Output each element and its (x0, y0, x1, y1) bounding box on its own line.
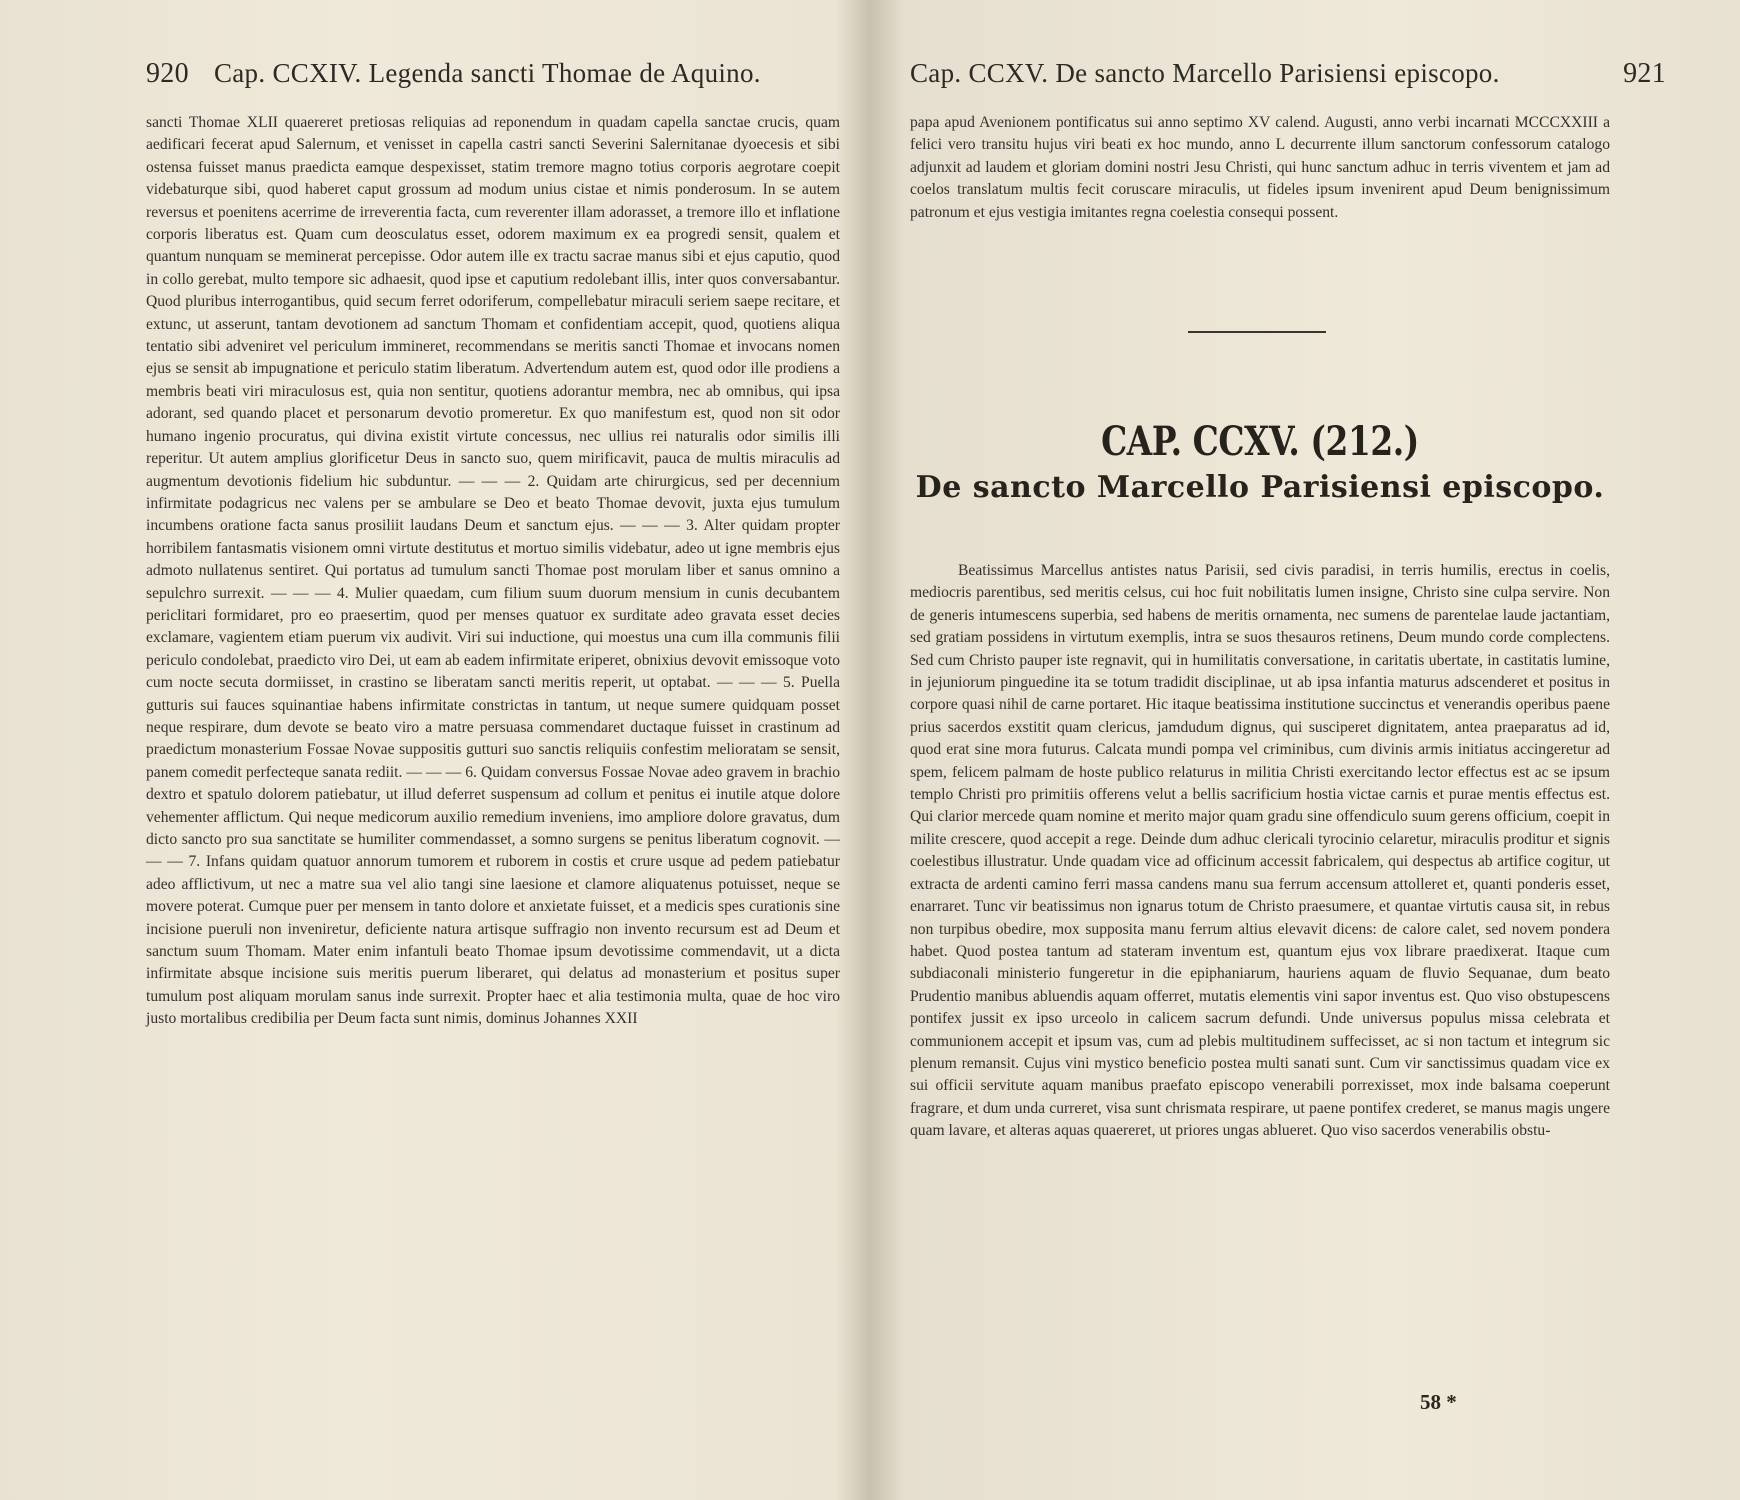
right-page-continuation-text: papa apud Avenionem pontificatus sui anno septimo XV calend. Augusti, anno verbi incarnati MCCCXXIII a felici vero transitu hujus viri beati ex hoc mundo, anno L decurrente illum sanctorum confessorum catalogo adjunxit ad laudem et gloriam domini nostri Jesu Christi, qui hunc sanctum adhuc in terris viventem et jam ad coelos translatum multis fecit coruscare miraculis, ut fideles ipsum invenirent apud Deum benignissimum patronum et ejus vestigia imitantes regna coelestia consequi possent. (910, 114, 1610, 221)
running-head-title-left: Cap. CCXIV. Legenda sancti Thomae de Aquino. (213, 58, 761, 88)
signature-mark: 58 * (1420, 1390, 1457, 1414)
chapter-subheading: De sancto Marcello Parisiensi episcopo. (915, 470, 1605, 505)
page-number-left: 920 (146, 58, 189, 89)
running-head-left (146, 58, 806, 90)
left-page (0, 0, 860, 1500)
right-page-body-text: Beatissimus Marcellus antistes natus Parisii, sed civis paradisi, in terris humilis, erectus in coelis, mediocris parentibus, sed meritis celsus, cui hoc fuit nobilitatis lumen insigne, Christo sine culpa servire. Non de generis intumescens superbia, sed habens de meritis ornamenta, nec sumens de parentelae laude jactantiam, sed gratiam possidens in virtutum exemplis, intra se suos thesauros retinens, Deum mundo corde complectens. Sed cum Christo pauper iste regnavit, qui in humilitatis conversatione, in caritatis ubertate, in castitatis lumine, in jejuniorum pinguedine ita se totum tradidit disciplinae, ut ab ipsa infantia maturus adscenderet et positus in corpore quasi nihil de carne portaret. Hic itaque beatissima institutione succinctus et venerandis operibus paene prius sacerdos exstitit quam clericus, jamdudum dignus, qui susciperet dignitatem, antea praeparatus ad id, quod erat sine mora futurus. Calcata mundi pompa vel criminibus, cum divinis armis initiatus accingeretur ad spem, felicem palmam de hoste publico relaturus in militia Christi exercitando lector effectus est ac se ipsum templo Christi pro primitiis offerens velut a bellis sacrificium hostia victae carnis et purae mentis effectus est. Qui clarior mercede quam nomine et merito major quam gradu sine offendiculo suum gerens officium, coepit in milite crescere, quod accepit a rege. Deinde dum adhuc clericali tyrocinio celaretur, miraculis proditur et signis coelestibus illustratur. Unde quadam vice ad officinum accessit fabricalem, qui despectus ab artifice cogitur, ut extracta de ardenti camino ferri massa candens manu sua ferrum accensum attolleret et, quanti ponderis esset, enarraret. Tunc vir beatissimus non ignarus totum de Christo praesumere, et quantae virtutis causa sit, in rebus non turpibus obedire, mox supposita manu ferrum altius elevavit dicens: de calore calet, sed novem pondera habet. Quod postea tantum ad stateram inventum est, quantum ejus vox librare praedixerat. Itaque cum subdiaconali ministerio fungeretur in die epiphaniarum, hauriens aquam de fluvio Sequanae, dum beato Prudentio manibus abluendis aquam offerret, mutatis elementis vini sapor inventus est. Quo viso obstupescens pontifex jussit ex ipso urceolo in calicem sacrum defundi. Unde universus populus missa celebrata et communionem accepit et ipsum vas, cum ad plebis multitudinem suffecisset, ac si non tactum et integrum sic plenum remansit. Cujus vini mystico beneficio postea multi sanati sunt. Cum vir sanctissimus quadam vice ex sui officii servitute aquam manibus praefato episcopo venerabili porrexisset, mox inde balsama coeperunt fragrare, et dum unda curreret, visa sunt chrismata respirare, ut paene pontifex crederet, se manus magis ungere quam lavare, et alteras aquas quaereret, ut priores ungas ablueret. Quo viso sacerdos venerabilis obstu- (910, 562, 1610, 1140)
running-head-right (910, 58, 1666, 89)
chapter-heading: CAP. CCXV. (212.) (1101, 418, 1419, 465)
running-head-title-right: Cap. CCXV. De sancto Marcello Parisiensi episcopo. (910, 58, 1500, 88)
section-divider-rule (1188, 331, 1326, 333)
right-page (880, 0, 1740, 1500)
left-page-body-text: sancti Thomae XLII quaereret pretiosas reliquias ad reponendum in quadam capella sanctae crucis, quam aedificari fecerat apud Salernum, et venisset in capella castri sancti Severini Salernitanae dyoecesis et sibi ostensa fuisset manus praedicta eamque despexisset, statim tremore magno totius corporis aegrotare coepit videbaturque sibi, quod haberet caput grossum ad modum unius cistae et nimis ponderosum. In se autem reversus et poenitens acerrime de irreverentia facta, cum reverenter illam adorasset, a tremore illo et inflatione corporis liberatus est. Quam cum deosculatus esset, odorem maximum ex ea progredi sensit, qualem et quantum nunquam se meminerat percepisse. Odor autem ille ex tractu sacrae manus sibi et ejus caputio, quod in collo gerebat, multo tempore sic adhaesit, quod ipse et caputium redolebant illis, inter quos conversabantur. Quod pluribus interrogantibus, quid secum ferret odoriferum, compellebatur miraculi seriem saepe recitare, et extunc, ut asserunt, tantam devotionem ad sanctum Thomam et confidentiam accepit, quod, quotiens aliqua tentatio sibi adveniret vel periculum immineret, recommendans se meritis sancti Thomae et invocans nomen ejus se sensit ab impugnatione et periculo statim liberatum. Advertendum autem est, quod odor ille prodiens a membris beati viri miraculosus est, quia non sentitur, quotiens adorantur membra, nec ab omnibus, qui ipsa adorant, sed quando placet et personarum devotio promeretur. Ex quo manifestum est, quod non sit odor humano ingenio procuratus, qui divina existit virtute concessus, nec ullius rei naturalis odor similis illi reperitur. Ut autem amplius glorificetur Deus in sancto suo, quem mirificavit, pauca de multis miraculis ad augmentum devotionis fidelium hic subduntur. — — — 2. Quidam arte chirurgicus, sed per decennium infirmitate podagricus nec valens per se ambulare se Deo et beato Thomae devovit, juxta ejus tumulum incumbens oratione facta sanus prosiliit laudans Deum et sanctum ejus. — — — 3. Alter quidam propter horribilem fantasmatis visionem omni virtute destitutus et mortuo similis videbatur, adeo ut igne membris ejus admoto nullatenus sentiret. Qui portatus ad tumulum sancti Thomae post morulam liber et sanus omnino a sepulchro surrexit. — — — 4. Mulier quaedam, cum filium suum duorum mensium in cunis decubantem periclitari formidaret, pro eo praesertim, quod per menses quatuor ex surditate adeo gravata esset decies exclamare, vagientem etiam puerum vix audivit. Viri sui inductione, qui moestus una cum illa communis filii periculo condolebat, praedicto viro Dei, ut eam ab eadem infirmitate eriperet, obnixius devovit emissoque voto cum nocte secuta dormiisset, in crastino se liberatam sancti meritis reperit, ut optabat. — — — 5. Puella gutturis sui fauces squinantiae habens infirmitate constrictas in tantum, ut neque sumere quidquam posset neque respirare, dum devote se beato viro a matre persuasa commendaret ductaque fuisset in crastinum ad praedictum monasterium Fossae Novae suppositis gutturi suo sanctis reliquiis confestim melioratam se sensit, panem comedit perfecteque sanata rediit. — — — 6. Quidam conversus Fossae Novae adeo gravem in brachio dextro et spatulo dolorem patiebatur, ut illud deferret suspensum ad collum et penitus ei inutile atque dolore vehementer afflictum. Qui neque medicorum auxilio remedium inveniens, imo ampliore dolore gravatus, dum dicto sancto pro sua sanctitate se humiliter commendasset, a somno surgens se penitus liberatum cognovit. — — — 7. Infans quidam quatuor annorum tumorem et ruborem in costis et crure usque ad pedem patiebatur adeo afflictivum, ut nec a matre sua vel alio tangi sine laesione et clamore aliquatenus potuisset, neque se movere poterat. Cumque puer per mensem in tanto dolore et anxietate fuisset, et a medicis spes curationis sine incisione pueruli non inveniretur, deficiente natura artisque suffragio non invento recursum est ad Deum et sanctum suum Thomam. Mater enim infantuli beato Thomae ipsum devotissime commendavit, ut a dicta infirmitate absque incisione suis meritis puerum liberaret, qui delatus ad monasterium et positus super tumulum post aliquam morulam sanus inde surrexit. Propter haec et alia testimonia multa, quae de hoc viro justo mortalibus credibilia per Deum facta sunt nimis, dominus Johannes XXII (146, 114, 840, 1028)
page-number-right: 921 (1623, 58, 1666, 89)
